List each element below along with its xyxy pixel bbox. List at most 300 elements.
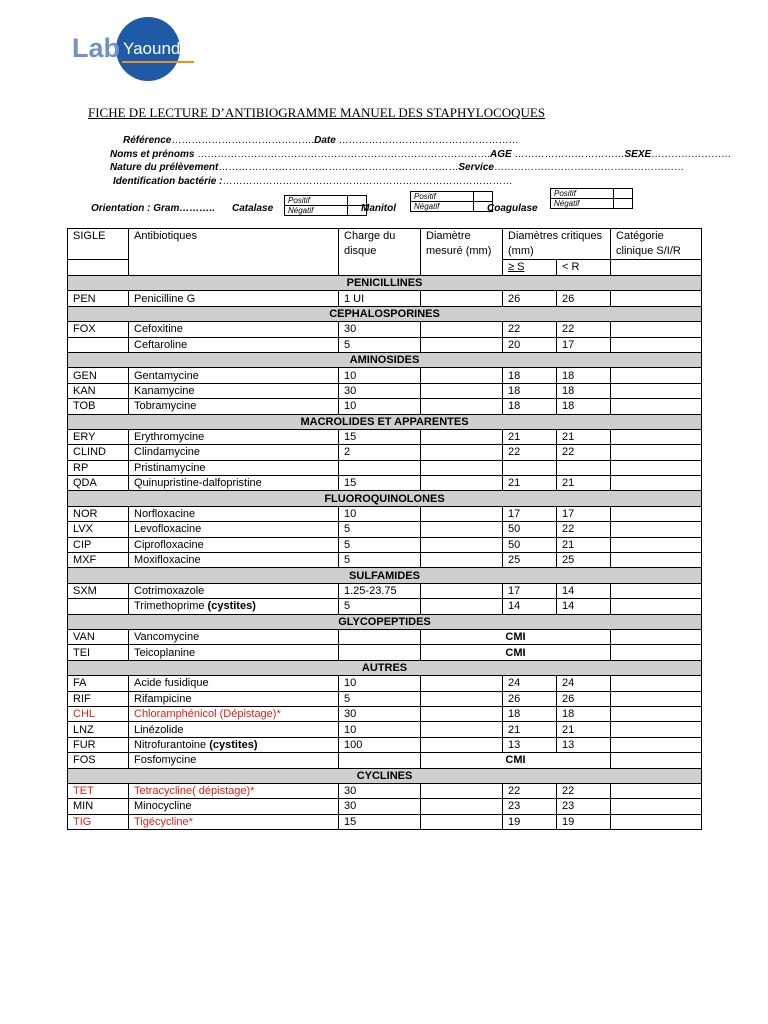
- s-cell: 17: [503, 506, 557, 521]
- sigle-cell: [68, 337, 129, 352]
- antibiotique-cell: [129, 691, 339, 706]
- categorie-cell[interactable]: [611, 753, 702, 768]
- sigle-cell: SXM: [68, 583, 129, 598]
- antibiotique-cell: [129, 429, 339, 444]
- categorie-cell[interactable]: [611, 429, 702, 444]
- table-row: [68, 506, 702, 521]
- categorie-cell[interactable]: [611, 291, 702, 306]
- s-cell: 21: [503, 722, 557, 737]
- age-label: AGE: [490, 149, 512, 160]
- sigle-cell: QDA: [68, 476, 129, 491]
- antibiotique-name: Rifampicine: [134, 692, 192, 705]
- diametre-cell[interactable]: [421, 460, 503, 475]
- diametre-cell[interactable]: [421, 291, 503, 306]
- table-row: [68, 460, 702, 475]
- antibiotique-cell: [129, 291, 339, 306]
- categorie-cell[interactable]: [611, 783, 702, 798]
- diametre-cell[interactable]: [421, 537, 503, 552]
- header-categorie-blank: [611, 260, 702, 276]
- catalase-label: Catalase: [232, 203, 274, 214]
- table-row: [68, 737, 702, 752]
- s-cell: 50: [503, 537, 557, 552]
- sigle-cell: VAN: [68, 629, 129, 644]
- sigle-cell: MIN: [68, 799, 129, 814]
- charge-cell: 10: [339, 722, 421, 737]
- categorie-cell[interactable]: [611, 383, 702, 398]
- s-cell: 13: [503, 737, 557, 752]
- nature-line: Nature du prélèvement………………………………………………………………Service…………………………………………………: [110, 162, 684, 173]
- header-r: < R: [557, 260, 611, 276]
- sigle-cell: RIF: [68, 691, 129, 706]
- r-cell: 22: [557, 322, 611, 337]
- charge-cell: 1.25-23.75: [339, 583, 421, 598]
- catalase-positif: Positif: [285, 196, 348, 206]
- antibiotique-indication: (cystites): [204, 600, 256, 613]
- sigle-cell: TEI: [68, 645, 129, 660]
- cmi-cell: CMI: [421, 753, 611, 768]
- table-row: [68, 753, 702, 768]
- diametre-cell[interactable]: [421, 506, 503, 521]
- categorie-cell[interactable]: [611, 337, 702, 352]
- section-row: [68, 768, 702, 783]
- header-diametre: Diamètre mesuré (mm): [421, 229, 503, 276]
- table-row: [68, 691, 702, 706]
- table-row: [68, 476, 702, 491]
- coagulase-negatif: Négatif: [551, 199, 614, 209]
- table-row: [68, 337, 702, 352]
- manitol-positif: Positif: [411, 192, 474, 202]
- charge-cell: 10: [339, 676, 421, 691]
- section-row: [68, 614, 702, 629]
- s-cell: 22: [503, 445, 557, 460]
- charge-cell: [339, 753, 421, 768]
- diametre-cell[interactable]: [421, 814, 503, 829]
- sigle-cell: TET: [68, 783, 129, 798]
- charge-cell: 5: [339, 691, 421, 706]
- s-cell: 18: [503, 399, 557, 414]
- categorie-cell[interactable]: [611, 722, 702, 737]
- antibiotique-name: Tobramycine: [134, 400, 197, 413]
- r-cell: 25: [557, 553, 611, 568]
- antibiotique-cell: [129, 722, 339, 737]
- diametre-cell[interactable]: [421, 691, 503, 706]
- antibiotique-cell: [129, 445, 339, 460]
- antibiotique-cell: [129, 337, 339, 352]
- sigle-cell: LNZ: [68, 722, 129, 737]
- sigle-cell: CHL: [68, 706, 129, 721]
- r-cell: [557, 460, 611, 475]
- table-row: [68, 291, 702, 306]
- table-row: [68, 522, 702, 537]
- charge-cell: 15: [339, 476, 421, 491]
- header-charge: Charge du disque: [339, 229, 421, 276]
- sigle-cell: CIP: [68, 537, 129, 552]
- antibiotique-name: Ceftaroline: [134, 338, 188, 351]
- s-cell: 26: [503, 291, 557, 306]
- charge-cell: 2: [339, 445, 421, 460]
- table-row: [68, 599, 702, 614]
- antibiotique-name: Cefoxitine: [134, 323, 183, 336]
- r-cell: 21: [557, 722, 611, 737]
- s-cell: 18: [503, 368, 557, 383]
- table-row: [68, 553, 702, 568]
- catalase-result-box: [284, 195, 367, 216]
- categorie-cell[interactable]: [611, 645, 702, 660]
- identification-label: Identification bactérie :: [113, 176, 223, 187]
- categorie-cell[interactable]: [611, 322, 702, 337]
- antibiotique-cell: [129, 737, 339, 752]
- antibiotique-name: Chloramphénicol (Dépistage)*: [134, 708, 281, 721]
- antibiotique-indication: (cystites): [206, 738, 258, 751]
- r-cell: 18: [557, 368, 611, 383]
- antibiotique-name: Ciprofloxacine: [134, 538, 204, 551]
- r-cell: 22: [557, 522, 611, 537]
- reference-line: Référence…………………………………….Date ………………………………………………: [123, 135, 519, 146]
- sigle-cell: FUR: [68, 737, 129, 752]
- section-row: [68, 568, 702, 583]
- categorie-cell[interactable]: [611, 691, 702, 706]
- antibiotique-name: Trimethoprime: [134, 600, 205, 613]
- table-row: [68, 783, 702, 798]
- charge-cell: [339, 645, 421, 660]
- section-title: GLYCOPEPTIDES: [68, 614, 702, 629]
- categorie-cell[interactable]: [611, 553, 702, 568]
- categorie-cell[interactable]: [611, 706, 702, 721]
- section-title: CEPHALOSPORINES: [68, 306, 702, 321]
- section-row: [68, 352, 702, 367]
- r-cell: 26: [557, 291, 611, 306]
- table-row: [68, 445, 702, 460]
- r-cell: 22: [557, 783, 611, 798]
- antibiogram-table: [67, 228, 702, 830]
- s-cell: 18: [503, 706, 557, 721]
- sigle-cell: KAN: [68, 383, 129, 398]
- categorie-cell[interactable]: [611, 799, 702, 814]
- antibiotique-name: Kanamycine: [134, 384, 195, 397]
- s-cell: 22: [503, 783, 557, 798]
- sigle-cell: FOX: [68, 322, 129, 337]
- charge-cell: 5: [339, 599, 421, 614]
- s-cell: 14: [503, 599, 557, 614]
- s-cell: 19: [503, 814, 557, 829]
- diametre-cell[interactable]: [421, 476, 503, 491]
- antibiotique-cell: [129, 676, 339, 691]
- sigle-cell: FA: [68, 676, 129, 691]
- header-critiques: Diamètres critiques (mm): [503, 229, 611, 260]
- r-cell: 21: [557, 429, 611, 444]
- sigle-cell: FOS: [68, 753, 129, 768]
- r-cell: 22: [557, 445, 611, 460]
- diametre-cell[interactable]: [421, 522, 503, 537]
- antibiotique-cell: [129, 783, 339, 798]
- coagulase-positif-check[interactable]: [614, 189, 633, 199]
- manitol-positif-check[interactable]: [474, 192, 493, 202]
- charge-cell: [339, 629, 421, 644]
- header-categorie: Catégorie clinique S/I/R: [611, 229, 702, 260]
- antibiotique-name: Erythromycine: [134, 431, 205, 444]
- noms-label: Noms et prénoms: [110, 149, 195, 160]
- s-cell: 24: [503, 676, 557, 691]
- antibiotique-cell: [129, 506, 339, 521]
- r-cell: 17: [557, 337, 611, 352]
- catalase-negatif: Négatif: [285, 206, 348, 216]
- r-cell: 23: [557, 799, 611, 814]
- sigle-cell: [68, 599, 129, 614]
- sigle-cell: TOB: [68, 399, 129, 414]
- table-row: [68, 629, 702, 644]
- table-row: [68, 722, 702, 737]
- coagulase-negatif-check[interactable]: [614, 199, 633, 209]
- sigle-cell: NOR: [68, 506, 129, 521]
- categorie-cell[interactable]: [611, 460, 702, 475]
- orientation-label: Orientation : Gram………..: [91, 203, 215, 214]
- categorie-cell[interactable]: [611, 445, 702, 460]
- antibiotique-cell: [129, 476, 339, 491]
- charge-cell: 10: [339, 399, 421, 414]
- section-title: AUTRES: [68, 660, 702, 675]
- sigle-cell: TIG: [68, 814, 129, 829]
- section-title: PENICILLINES: [68, 276, 702, 291]
- table-row: [68, 399, 702, 414]
- noms-line: Noms et prénoms …………………………………………………………………………….AGE ……………………………SEXE……………………: [110, 149, 732, 160]
- sigle-cell: GEN: [68, 368, 129, 383]
- charge-cell: 5: [339, 337, 421, 352]
- antibiotique-name: Tigécycline*: [134, 815, 193, 828]
- reference-label: Référence: [123, 135, 172, 146]
- diametre-cell[interactable]: [421, 368, 503, 383]
- s-cell: 23: [503, 799, 557, 814]
- charge-cell: 5: [339, 522, 421, 537]
- charge-cell: 5: [339, 553, 421, 568]
- table-row: [68, 676, 702, 691]
- antibiotique-name: Tetracycline( dépistage)*: [134, 785, 255, 798]
- nature-label: Nature du prélèvement: [110, 162, 219, 173]
- charge-cell: 30: [339, 706, 421, 721]
- antibiotique-cell: [129, 799, 339, 814]
- antibiotique-name: Nitrofurantoine: [134, 738, 207, 751]
- charge-cell: 15: [339, 429, 421, 444]
- r-cell: 14: [557, 583, 611, 598]
- r-cell: 14: [557, 599, 611, 614]
- sigle-cell: RP: [68, 460, 129, 475]
- logo-lab-text: Lab: [72, 33, 121, 63]
- manitol-result-box: [410, 191, 493, 212]
- table-row: [68, 368, 702, 383]
- s-cell: 22: [503, 322, 557, 337]
- sigle-cell: CLIND: [68, 445, 129, 460]
- table-row: [68, 383, 702, 398]
- antibiotique-name: Fosfomycine: [134, 754, 197, 767]
- categorie-cell[interactable]: [611, 522, 702, 537]
- s-cell: 20: [503, 337, 557, 352]
- s-cell: 50: [503, 522, 557, 537]
- cmi-cell: CMI: [421, 645, 611, 660]
- manitol-label: Manitol: [361, 203, 396, 214]
- antibiotique-name: Quinupristine-dalfopristine: [134, 477, 262, 490]
- diametre-cell[interactable]: [421, 429, 503, 444]
- section-row: [68, 306, 702, 321]
- charge-cell: 5: [339, 537, 421, 552]
- sigle-cell: MXF: [68, 553, 129, 568]
- categorie-cell[interactable]: [611, 676, 702, 691]
- antibiotique-cell: [129, 322, 339, 337]
- diametre-cell[interactable]: [421, 445, 503, 460]
- s-cell: 21: [503, 476, 557, 491]
- r-cell: 19: [557, 814, 611, 829]
- s-cell: 17: [503, 583, 557, 598]
- r-cell: 18: [557, 383, 611, 398]
- date-label: Date: [314, 135, 336, 146]
- antibiotique-name: Clindamycine: [134, 446, 201, 459]
- diametre-cell[interactable]: [421, 599, 503, 614]
- header-sigle-blank: [68, 260, 129, 276]
- antibiotique-name: Linézolide: [134, 723, 184, 736]
- charge-cell: 30: [339, 322, 421, 337]
- diametre-cell[interactable]: [421, 383, 503, 398]
- diametre-cell[interactable]: [421, 337, 503, 352]
- section-row: [68, 491, 702, 506]
- charge-cell: 30: [339, 383, 421, 398]
- section-title: MACROLIDES ET APPARENTES: [68, 414, 702, 429]
- r-cell: 26: [557, 691, 611, 706]
- manitol-negatif: Négatif: [411, 202, 474, 212]
- antibiotique-cell: [129, 814, 339, 829]
- antibiotique-name: Minocycline: [134, 800, 192, 813]
- charge-cell: 10: [339, 506, 421, 521]
- categorie-cell[interactable]: [611, 506, 702, 521]
- section-row: [68, 276, 702, 291]
- diametre-cell[interactable]: [421, 799, 503, 814]
- lab-yaounde-logo: [72, 17, 202, 83]
- coagulase-positif: Positif: [551, 189, 614, 199]
- r-cell: 21: [557, 476, 611, 491]
- antibiotique-name: Vancomycine: [134, 631, 200, 644]
- header-sigle: SIGLE: [68, 229, 129, 260]
- diametre-cell[interactable]: [421, 783, 503, 798]
- r-cell: 17: [557, 506, 611, 521]
- antibiotique-cell: [129, 522, 339, 537]
- page-title: FICHE DE LECTURE D’ANTIBIOGRAMME MANUEL DES STAPHYLOCOQUES: [88, 105, 546, 120]
- antibiotique-name: Cotrimoxazole: [134, 585, 205, 597]
- categorie-cell[interactable]: [611, 399, 702, 414]
- charge-cell: 10: [339, 368, 421, 383]
- s-cell: 25: [503, 553, 557, 568]
- antibiotique-name: Gentamycine: [134, 369, 199, 382]
- table-row: [68, 537, 702, 552]
- table-row: [68, 799, 702, 814]
- antibiotique-cell: [129, 537, 339, 552]
- charge-cell: 100: [339, 737, 421, 752]
- cmi-cell: CMI: [421, 629, 611, 644]
- antibiotique-cell: [129, 706, 339, 721]
- antibiotique-cell: [129, 553, 339, 568]
- charge-cell: 30: [339, 783, 421, 798]
- section-title: CYCLINES: [68, 768, 702, 783]
- coagulase-label: Coagulase: [487, 203, 538, 214]
- header-antibiotiques: Antibiotiques: [129, 229, 339, 276]
- service-label: Service: [458, 162, 494, 173]
- s-cell: 18: [503, 383, 557, 398]
- r-cell: 13: [557, 737, 611, 752]
- sexe-label: SEXE: [624, 149, 652, 160]
- sigle-cell: ERY: [68, 429, 129, 444]
- categorie-cell[interactable]: [611, 368, 702, 383]
- table-row: [68, 583, 702, 598]
- identification-line: Identification bactérie :……………………………………………………………………………: [113, 176, 513, 187]
- antibiotique-cell: [129, 460, 339, 475]
- antibiotique-cell: [129, 645, 339, 660]
- logo-city-text: Yaoundé: [123, 39, 190, 58]
- categorie-cell[interactable]: [611, 537, 702, 552]
- antibiotique-cell: [129, 399, 339, 414]
- charge-cell: 1 UI: [339, 291, 421, 306]
- categorie-cell[interactable]: [611, 814, 702, 829]
- charge-cell: 30: [339, 799, 421, 814]
- categorie-cell[interactable]: [611, 629, 702, 644]
- section-title: AMINOSIDES: [68, 352, 702, 367]
- diametre-cell[interactable]: [421, 399, 503, 414]
- table-row: [68, 706, 702, 721]
- diametre-cell[interactable]: [421, 706, 503, 721]
- categorie-cell[interactable]: [611, 737, 702, 752]
- section-row: [68, 660, 702, 675]
- antibiotique-name: Norfloxacine: [134, 508, 196, 521]
- table-row: [68, 429, 702, 444]
- categorie-cell[interactable]: [611, 599, 702, 614]
- diametre-cell[interactable]: [421, 722, 503, 737]
- section-title: FLUOROQUINOLONES: [68, 491, 702, 506]
- section-title: SULFAMIDES: [68, 568, 702, 583]
- charge-cell: 15: [339, 814, 421, 829]
- section-row: [68, 414, 702, 429]
- antibiotique-name: Levofloxacine: [134, 523, 202, 536]
- table-row: [68, 645, 702, 660]
- coagulase-result-box: [550, 188, 633, 209]
- s-cell: [503, 460, 557, 475]
- s-cell: 21: [503, 429, 557, 444]
- charge-cell: [339, 460, 421, 475]
- antibiotique-cell: [129, 629, 339, 644]
- antibiotique-cell: [129, 368, 339, 383]
- r-cell: 18: [557, 399, 611, 414]
- logo-underline: [122, 61, 194, 63]
- diametre-cell[interactable]: [421, 583, 503, 598]
- diametre-cell[interactable]: [421, 737, 503, 752]
- antibiotique-name: Teicoplanine: [134, 646, 196, 659]
- sigle-cell: PEN: [68, 291, 129, 306]
- antibiotique-cell: [129, 583, 339, 598]
- sigle-cell: LVX: [68, 522, 129, 537]
- diametre-cell[interactable]: [421, 676, 503, 691]
- header-s: ≥ S: [503, 260, 557, 276]
- antibiotique-cell: [129, 383, 339, 398]
- antibiotique-cell: [129, 599, 339, 614]
- table-row: [68, 814, 702, 829]
- antibiotique-cell: [129, 753, 339, 768]
- diametre-cell[interactable]: [421, 553, 503, 568]
- antibiotique-name: Acide fusidique: [134, 677, 209, 690]
- s-cell: 26: [503, 691, 557, 706]
- antibiotique-name: Penicilline G: [134, 292, 196, 305]
- antibiotique-name: Pristinamycine: [134, 461, 206, 474]
- r-cell: 21: [557, 537, 611, 552]
- categorie-cell[interactable]: [611, 583, 702, 598]
- r-cell: 18: [557, 706, 611, 721]
- antibiotique-name: Moxifloxacine: [134, 554, 201, 567]
- r-cell: 24: [557, 676, 611, 691]
- categorie-cell[interactable]: [611, 476, 702, 491]
- diametre-cell[interactable]: [421, 322, 503, 337]
